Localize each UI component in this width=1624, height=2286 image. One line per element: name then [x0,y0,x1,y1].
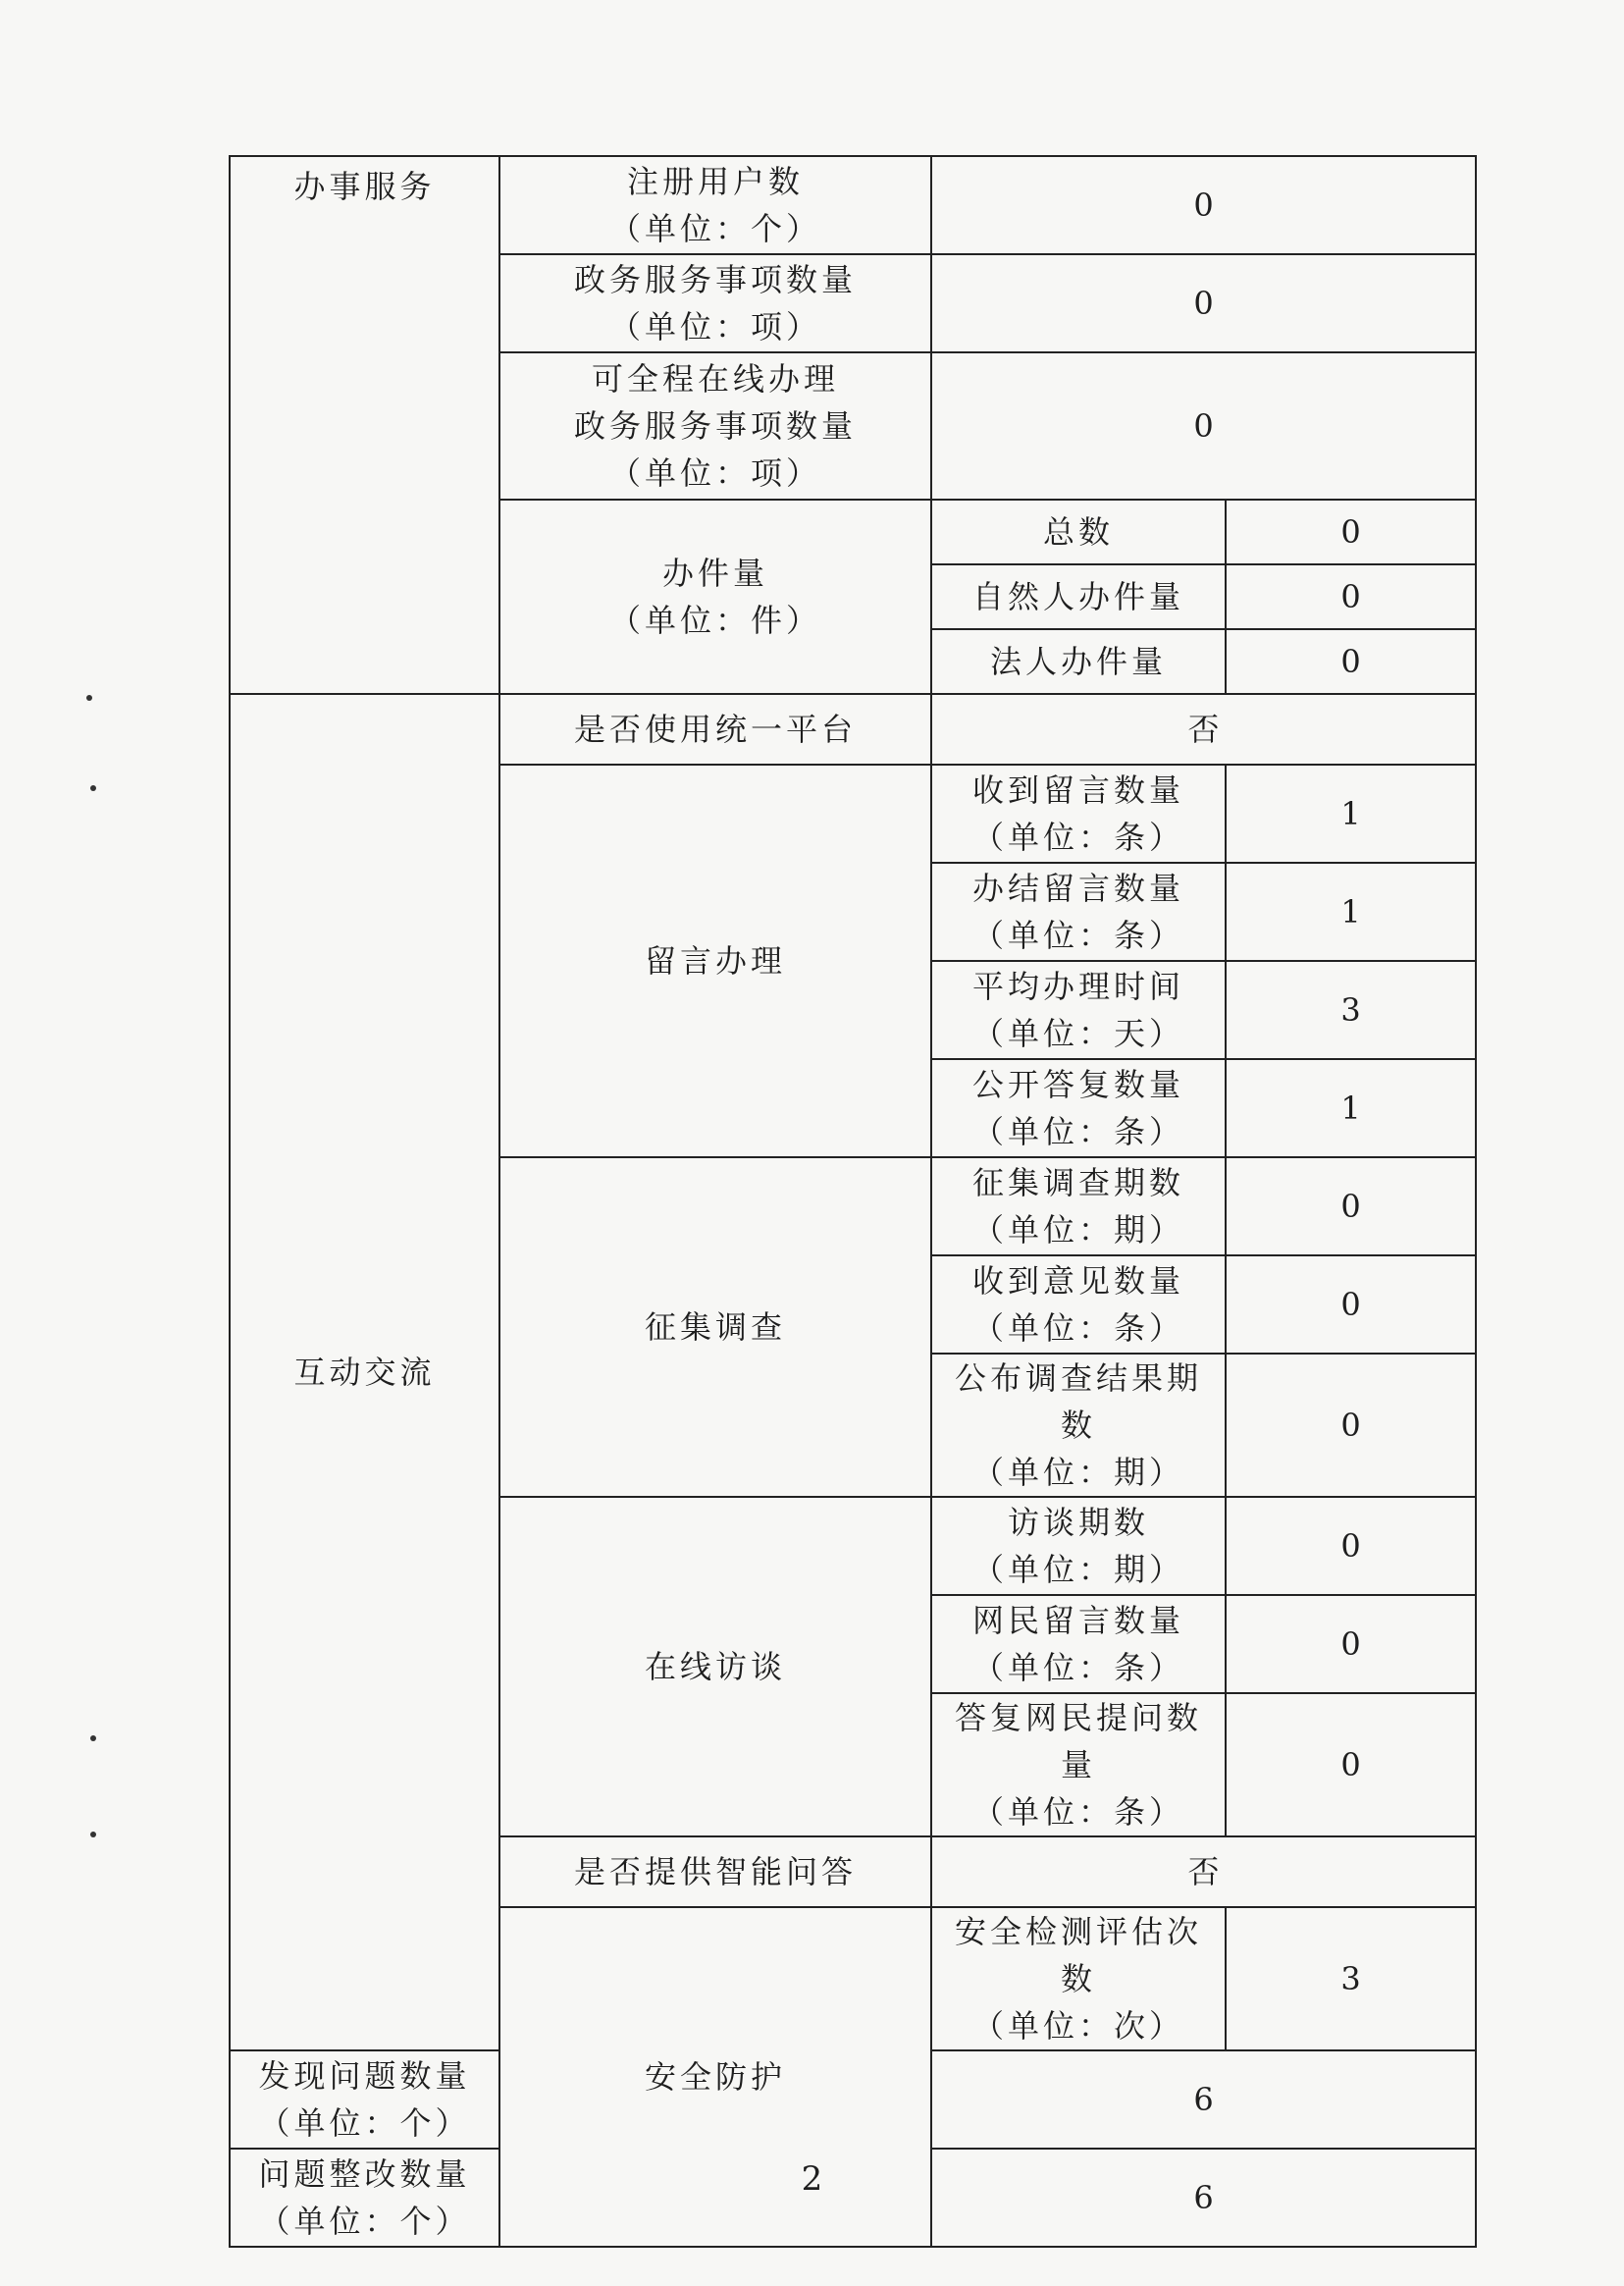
value-legal-person: 0 [1226,629,1476,694]
sub-label-msg-resolved: 办结留言数量 （单位：条） [931,863,1226,961]
sub-label-cases-total: 总数 [931,500,1226,564]
value-avg-time: 3 [1226,961,1476,1059]
value-service-items: 0 [931,254,1476,352]
row-label-issues-fixed: 问题整改数量 （单位：个） [230,2149,499,2247]
page-number: 2 [801,2159,823,2199]
value-assessments: 3 [1226,1907,1476,2050]
value-unified-platform: 否 [931,694,1476,765]
statistics-table [229,155,1477,2248]
value-survey-results: 0 [1226,1354,1476,1497]
row-label-assessments: 安全检测评估次数 （单位：次） [931,1907,1226,2050]
value-public-replies: 1 [1226,1059,1476,1157]
sub-label-survey-results: 公布调查结果期数 （单位：期） [931,1354,1226,1497]
sub-label-public-replies: 公开答复数量 （单位：条） [931,1059,1226,1157]
row-label-issues-found: 发现问题数量 （单位：个） [230,2050,499,2149]
value-online-items: 0 [931,352,1476,500]
value-msg-received: 1 [1226,765,1476,863]
value-survey-periods: 0 [1226,1157,1476,1255]
value-issues-found: 6 [931,2050,1476,2149]
scan-speck [90,1832,96,1837]
value-msg-resolved: 1 [1226,863,1476,961]
category-interaction: 互动交流 [230,694,499,2050]
sub-label-avg-time: 平均办理时间 （单位：天） [931,961,1226,1059]
scan-speck [90,785,96,791]
row-label-messages: 留言办理 [499,765,931,1157]
sub-label-natural-person: 自然人办件量 [931,564,1226,629]
sub-label-interview-periods: 访谈期数 （单位：期） [931,1497,1226,1595]
sub-label-survey-periods: 征集调查期数 （单位：期） [931,1157,1226,1255]
row-label-registered-users: 注册用户数 （单位：个） [499,156,931,254]
category-office-service: 办事服务 [230,156,499,694]
value-interview-periods: 0 [1226,1497,1476,1595]
scan-speck [90,1735,96,1741]
value-opinions: 0 [1226,1255,1476,1354]
sub-label-answers: 答复网民提问数量 （单位：条） [931,1693,1226,1836]
value-registered-users: 0 [931,156,1476,254]
value-answers: 0 [1226,1693,1476,1836]
sub-label-legal-person: 法人办件量 [931,629,1226,694]
value-issues-fixed: 6 [931,2149,1476,2247]
row-label-online-items: 可全程在线办理 政务服务事项数量 （单位：项） [499,352,931,500]
value-natural-person: 0 [1226,564,1476,629]
table-row [230,156,1476,254]
row-label-unified-platform: 是否使用统一平台 [499,694,931,765]
sub-label-netizen-msgs: 网民留言数量 （单位：条） [931,1595,1226,1693]
table-row [230,694,1476,765]
sub-label-opinions: 收到意见数量 （单位：条） [931,1255,1226,1354]
sub-label-msg-received: 收到留言数量 （单位：条） [931,765,1226,863]
row-label-service-items: 政务服务事项数量 （单位：项） [499,254,931,352]
row-label-survey: 征集调查 [499,1157,931,1497]
row-label-interview: 在线访谈 [499,1497,931,1836]
value-cases-total: 0 [1226,500,1476,564]
row-label-cases: 办件量 （单位：件） [499,500,931,694]
row-label-smart-qa: 是否提供智能问答 [499,1836,931,1907]
value-netizen-msgs: 0 [1226,1595,1476,1693]
value-smart-qa: 否 [931,1836,1476,1907]
category-security: 安全防护 [499,1907,931,2247]
scan-speck [86,695,92,701]
